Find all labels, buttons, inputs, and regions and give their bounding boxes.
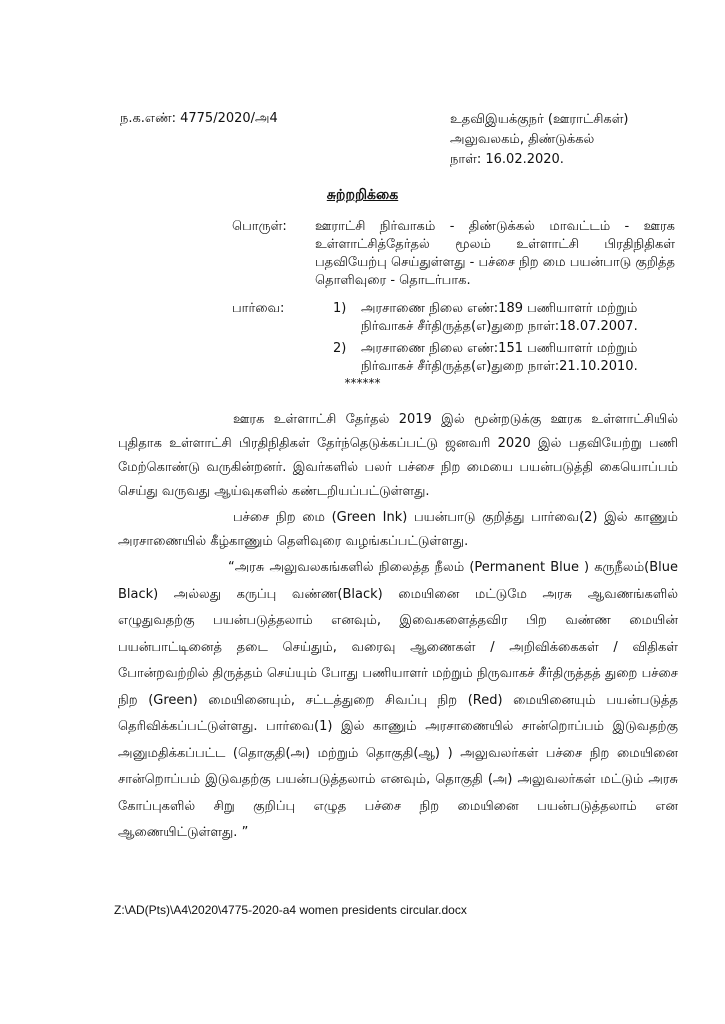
separator: ****** — [344, 376, 381, 390]
document-title: சுற்றறிக்கை — [326, 187, 399, 203]
office-address-block — [450, 110, 700, 170]
office-line-2: அலுவலகம், திண்டுக்கல் — [450, 132, 595, 147]
quoted-order: “அரசு அலுவலகங்களில் நிலைத்த நீலம் (Permanent Blue ) கருநீலம்(Blue Black) அல்லது கருப்பு வண்ண(Black) மையினை மட்டுமே அரசு ஆவணங்களில் எழுதுவதற்கு பயன்படுத்தலாம் எனவும், இவைகளைத்தவிர பிற வண்ண மையின் பயன்பாட்டினைத் தடை செய்தும், வரைவு ஆணைகள் / அறிவிக்கைகள் / விதிகள் போன்றவற்றில் திருத்தம் செய்யும் போது பணியாளர் மற்றும் நிருவாகச் சீர்திருத்தத் துறை பச்சை நிற (Green) மையினையும், சட்டத்துறை சிவப்பு நிற (Red) மையினையும் பயன்படுத்த தெரிவிக்கப்பட்டுள்ளது. பார்வை(1) இல் காணும் அரசாணையில் சான்றொப்பம் இடுவதற்கு அனுமதிக்கப்பட்ட (தொகுதி(அ) மற்றும் தொகுதி(ஆ) ) அலுவலர்கள் பச்சை நிற மையினை சான்றொப்பம் இடுவதற்கு பயன்படுத்தலாம் எனவும், தொகுதி (அ) அலுவலர்கள் மட்டும் அரசு கோப்புகளில் சிறு குறிப்பு எழுத பச்சை நிற மையினை பயன்படுத்தலாம் என ஆணையிட்டுள்ளது. ” — [118, 560, 678, 840]
reference-number-2: 2) — [333, 341, 347, 356]
footer-file-path: Z:\AD(Pts)\A4\2020\4775-2020-a4 women presidents circular.docx — [114, 903, 467, 917]
references-label: பார்வை: — [232, 301, 285, 316]
references-list — [333, 300, 678, 380]
subject-label: பொருள்: — [232, 219, 287, 234]
subject-text: ஊராட்சி நிர்வாகம் - திண்டுக்கல் மாவட்டம் - ஊரக உள்ளாட்சித்தேர்தல் மூலம் உள்ளாட்சி பிரதிநிதிகள் பதவியேற்பு செய்துள்ளது - பச்சை நிற மை பயன்பாடு குறித்த தொளிவுரை - தொடர்பாக. — [315, 219, 675, 288]
reference-number-1: 1) — [333, 301, 347, 316]
office-line-1: உதவிஇயக்குநர் (ஊராட்சிகள்) — [450, 112, 629, 127]
reference-text-2: அரசாணை நிலை எண்:151 பணியாளர் மற்றும் நிர்வாகச் சீர்திருத்த(எ)துறை நாள்:21.10.2010. — [361, 341, 638, 374]
body-paragraph-2: பச்சை நிற மை (Green Ink) பயன்பாடு குறித்து பார்வை(2) இல் காணும் அரசாணையில் கீழ்காணும் தெளிவுரை வழங்கப்பட்டுள்ளது. — [118, 510, 678, 549]
reference-text-1: அரசாணை நிலை எண்:189 பணியாளர் மற்றும் நிர்வாகச் சீர்திருத்த(எ)துறை நாள்:18.07.2007. — [361, 301, 638, 334]
reference-item — [333, 340, 678, 376]
reference-item — [333, 300, 678, 336]
body-paragraph-1: ஊரக உள்ளாட்சி தேர்தல் 2019 இல் மூன்றடுக்கு ஊரக உள்ளாட்சியில் புதிதாக உள்ளாட்சி பிரதிநிதிகள் தேர்ந்தெடுக்கப்பட்டு ஜனவரி 2020 இல் பதவியேற்று பணி மேற்கொண்டு வருகின்றனர். இவர்களில் பலர் பச்சை நிற மையை பயன்படுத்தி கையொப்பம் செய்து வருவது ஆய்வுகளில் கண்டறியப்பட்டுள்ளது. — [118, 412, 678, 499]
document-date: நாள்: 16.02.2020. — [450, 152, 564, 167]
reference-number: ந.க.எண்: 4775/2020/அ4 — [120, 111, 278, 126]
